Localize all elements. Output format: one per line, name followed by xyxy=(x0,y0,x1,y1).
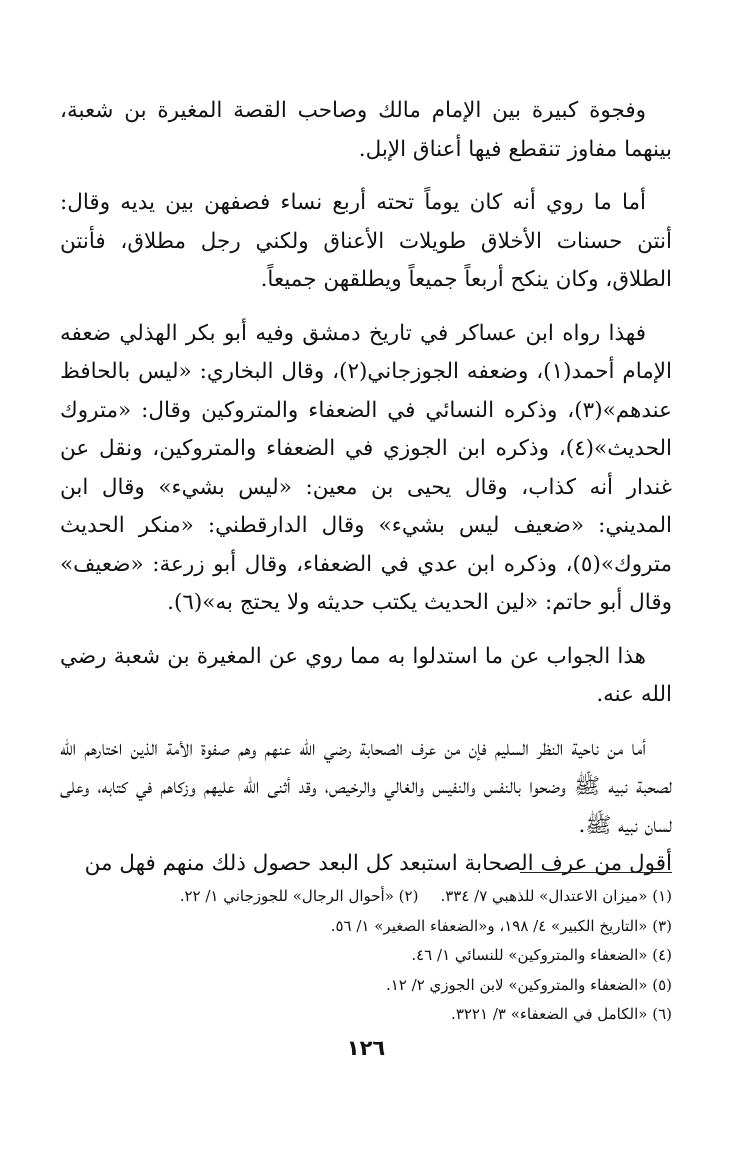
footnote-line xyxy=(60,1000,672,1030)
paragraph-6: أقول من عرف الصحابة استبعد كل البعد حصول ذلك منهم فهل من xyxy=(84,851,672,876)
footnote-line xyxy=(60,912,672,942)
paragraph-1: وفجوة كبيرة بين الإمام مالك وصاحب القصة المغيرة بن شعبة، بينهما مفاوز تنقطع فيها أعناق الإبل. xyxy=(60,98,672,162)
paragraph-3: فهذا رواه ابن عساكر في تاريخ دمشق وفيه أبو بكر الهذلي ضعفه الإمام أحمد(١)، وضعفه الجوزجاني(٢)، وقال البخاري: «ليس بالحافظ عندهم»(٣)، وذكره النسائي في الضعفاء والمتروكين وقال: «متروك الحديث»(٤)، وذكره ابن الجوزي في الضعفاء والمتروكين، ونقل عن غندار أنه كذاب، وقال يحيى بن معين: «ليس بشيء» وقال ابن المديني: «ضعيف ليس بشيء» وقال الدارقطني: «منكر الحديث متروك»(٥)، وذكره ابن عدي في الضعفاء، وقال أبو زرعة: «ضعيف» وقال أبو حاتم: «لين الحديث يكتب حديثه ولا يحتج به»(٦). xyxy=(60,320,672,615)
footnote-4: (٤) «الضعفاء والمتروكين» للنسائي ١/ ٤٦. xyxy=(411,946,672,964)
main-text xyxy=(60,92,672,899)
footnote-line xyxy=(60,882,672,912)
paragraph-4: هذا الجواب عن ما استدلوا به مما روي عن المغيرة بن شعبة رضي الله عنه. xyxy=(60,643,672,707)
footnote-2: (٢) «أحوال الرجال» للجوزجاني ١/ ٢٢. xyxy=(179,887,419,905)
footnote-separator xyxy=(520,872,672,873)
footnote-line xyxy=(60,971,672,1001)
paragraph-5: أما من ناحية النظر السليم فإن من عرف الصحابة رضي الله عنهم وهم صفوة الأمة الذين اختارهم الله لصحبة نبيه ﷺ وضحوا بالنفس والنفيس والغالي والرخيص، وقد أثنى الله عليهم وزكاهم في كتابه، وعلى لسان نبيه ﷺ. xyxy=(60,735,672,838)
footnote-5: (٥) «الضعفاء والمتروكين» لابن الجوزي ٢/ ١٢. xyxy=(385,975,672,994)
footnote-6: (٦) «الكامل في الضعفاء» ٣/ ٣٢٢١. xyxy=(451,1005,672,1023)
footnote-line xyxy=(60,941,672,971)
footnotes xyxy=(60,882,672,1030)
paragraph-2: أما ما روي أنه كان يوماً تحته أربع نساء فصفهن بين يديه وقال: أنتن حسنات الأخلاق طويلات الأعناق ولكني رجل مطلاق، فأنتن الطلاق، وكان ينكح أربعاً جميعاً ويطلقهن جميعاً. xyxy=(60,190,672,292)
footnote-3: (٣) «التاريخ الكبير» ٤/ ١٩٨، و«الضعفاء الصغير» ١/ ٥٦. xyxy=(330,916,672,935)
page-number: ١٢٦ xyxy=(346,1036,386,1060)
footnote-1: (١) «ميزان الاعتدال» للذهبي ٧/ ٣٣٤. xyxy=(440,887,672,905)
